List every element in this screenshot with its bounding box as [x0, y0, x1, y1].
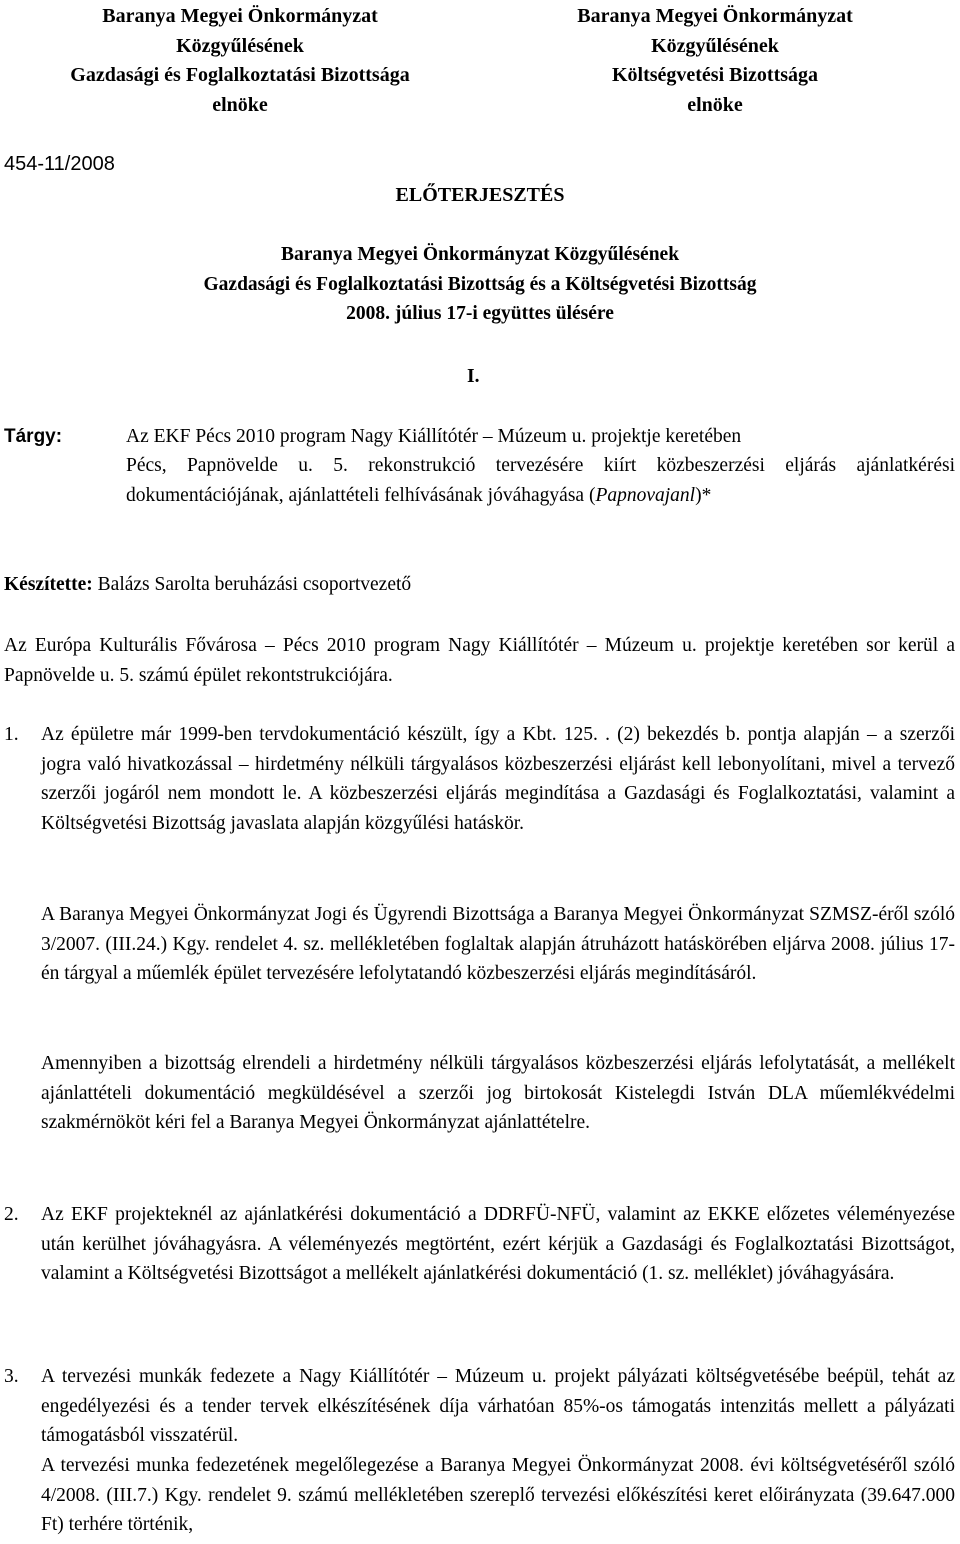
header-left-line: Baranya Megyei Önkormányzat — [102, 5, 378, 27]
item-number: 1. — [4, 724, 19, 745]
addressee-line: Gazdasági és Foglalkoztatási Bizottság és a Költségvetési Bizottság — [203, 273, 757, 295]
header-right-line: Közgyűlésének — [651, 34, 779, 57]
item-3-paragraph-1: A tervezési munkák fedezete a Nagy Kiállítótér – Múzeum u. projekt pályázati költségvetésébe beépül, tehát az engedélyezési és a tender tervek elkészítésének díja várhatóan 85%-os támogatás intenzitás mellett a pályázati támogatásból visszatérül. — [41, 1366, 955, 1446]
header-right — [500, 2, 930, 120]
item-1-paragraph-2: A Baranya Megyei Önkormányzat Jogi és Ügyrendi Bizottsága a Baranya Megyei Önkormányzat SZMSZ-éről szóló 3/2007. (III.24.) Kgy. rendelet 4. sz. mellékletében foglaltak alapján átruházott hatáskörében eljárva 2008. július 17-én tárgyal a műemlék épület tervezésére lefolytatandó közbeszerzési eljárás megindításáról. — [41, 904, 955, 984]
addressee-line: 2008. július 17-i együttes ülésére — [346, 303, 614, 324]
subject-label: Tárgy: — [4, 426, 63, 447]
document-title: ELŐTERJESZTÉS — [395, 184, 565, 206]
header-right-line: Baranya Megyei Önkormányzat — [577, 5, 853, 27]
item-3-paragraph-2: A tervezési munka fedezetének megelőlegezése a Baranya Megyei Önkormányzat 2008. évi költségvetéséről szóló 4/2008. (III.7.) Kgy. rendelet 9. számú mellékletében szereplő tervezési előkészítési keret előirányzata (39.647.000 Ft) terhére történik, — [41, 1455, 955, 1535]
subject-rest: Pécs, Papnövelde u. 5. rekonstrukció tervezésére kiírt közbeszerzési eljárás ajánlatkérési dokumentációjának, ajánlattételi felhívásának jóváhagyása — [126, 455, 955, 506]
subject-paren-close: )* — [695, 484, 712, 506]
item-number: 2. — [4, 1204, 19, 1225]
item-number: 3. — [4, 1366, 19, 1387]
subject-italic-ref: Papnovajanl — [595, 484, 696, 506]
prepared-by — [4, 570, 411, 600]
header-left-line: Gazdasági és Foglalkoztatási Bizottsága — [70, 64, 410, 86]
item-1-paragraph-3: Amennyiben a bizottság elrendeli a hirdetmény nélküli tárgyalásos közbeszerzési eljárás lefolytatását, a mellékelt ajánlattételi dokumentáció megküldésével a szerzői jog birtokosát Kistelegdi István DLA műemlékvédelmi szakmérnököt kéri fel a Baranya Megyei Önkormányzat ajánlattételre. — [41, 1053, 955, 1133]
header-left-line: Közgyűlésének — [176, 34, 304, 57]
header-left-line: elnöke — [212, 93, 268, 116]
addressee-line: Baranya Megyei Önkormányzat Közgyűlésének — [280, 244, 680, 265]
subject-paren-open: ( — [588, 484, 596, 506]
document-number: 454-11/2008 — [4, 153, 115, 175]
section-number: I. — [467, 366, 480, 387]
prepared-by-label: Készítette: — [4, 574, 93, 595]
header-right-line: elnöke — [687, 93, 743, 116]
intro-paragraph: Az Európa Kulturális Fővárosa – Pécs 2010 program Nagy Kiállítótér – Múzeum u. projektje keretében sor kerül a Papnövelde u. 5. számú épület rekontstrukciójára. — [4, 635, 955, 686]
prepared-by-value: Balázs Sarolta beruházási csoportvezető — [92, 574, 412, 595]
header-left — [20, 2, 460, 120]
item-2-paragraph-1: Az EKF projekteknél az ajánlatkérési dokumentáció a DDRFÜ-NFÜ, valamint az EKKE előzetes véleményezése után kerülhet jóváhagyásra. A véleményezés megtörtént, ezért kérjük a Gazdasági és Foglalkoztatási Bizottságot, valamint a Költségvetési Bizottságot a mellékelt ajánlatkérési dokumentáció (1. sz. melléklet) jóváhagyására. — [41, 1204, 955, 1284]
subject-line-1: Az EKF Pécs 2010 program Nagy Kiállítótér – Múzeum u. projektje keretében — [126, 426, 742, 447]
item-1-paragraph-1: Az épületre már 1999-ben tervdokumentáció készült, így a Kbt. 125. . (2) bekezdés b. pontja alapján – a szerzői jogra való hivatkozással – hirdetmény nélküli tárgyalásos közbeszerzési eljárást kell lebonyolítani, mivel a tervező szerzői jogáról nem mondott le. A közbeszerzési eljárás megindítása a Gazdasági és Foglalkoztatási, valamint a Költségvetési Bizottság javaslata alapján közgyűlési hatáskör. — [41, 724, 955, 834]
header-right-line: Költségvetési Bizottsága — [611, 64, 819, 86]
subject-text — [126, 451, 955, 510]
addressee-block — [0, 240, 960, 329]
